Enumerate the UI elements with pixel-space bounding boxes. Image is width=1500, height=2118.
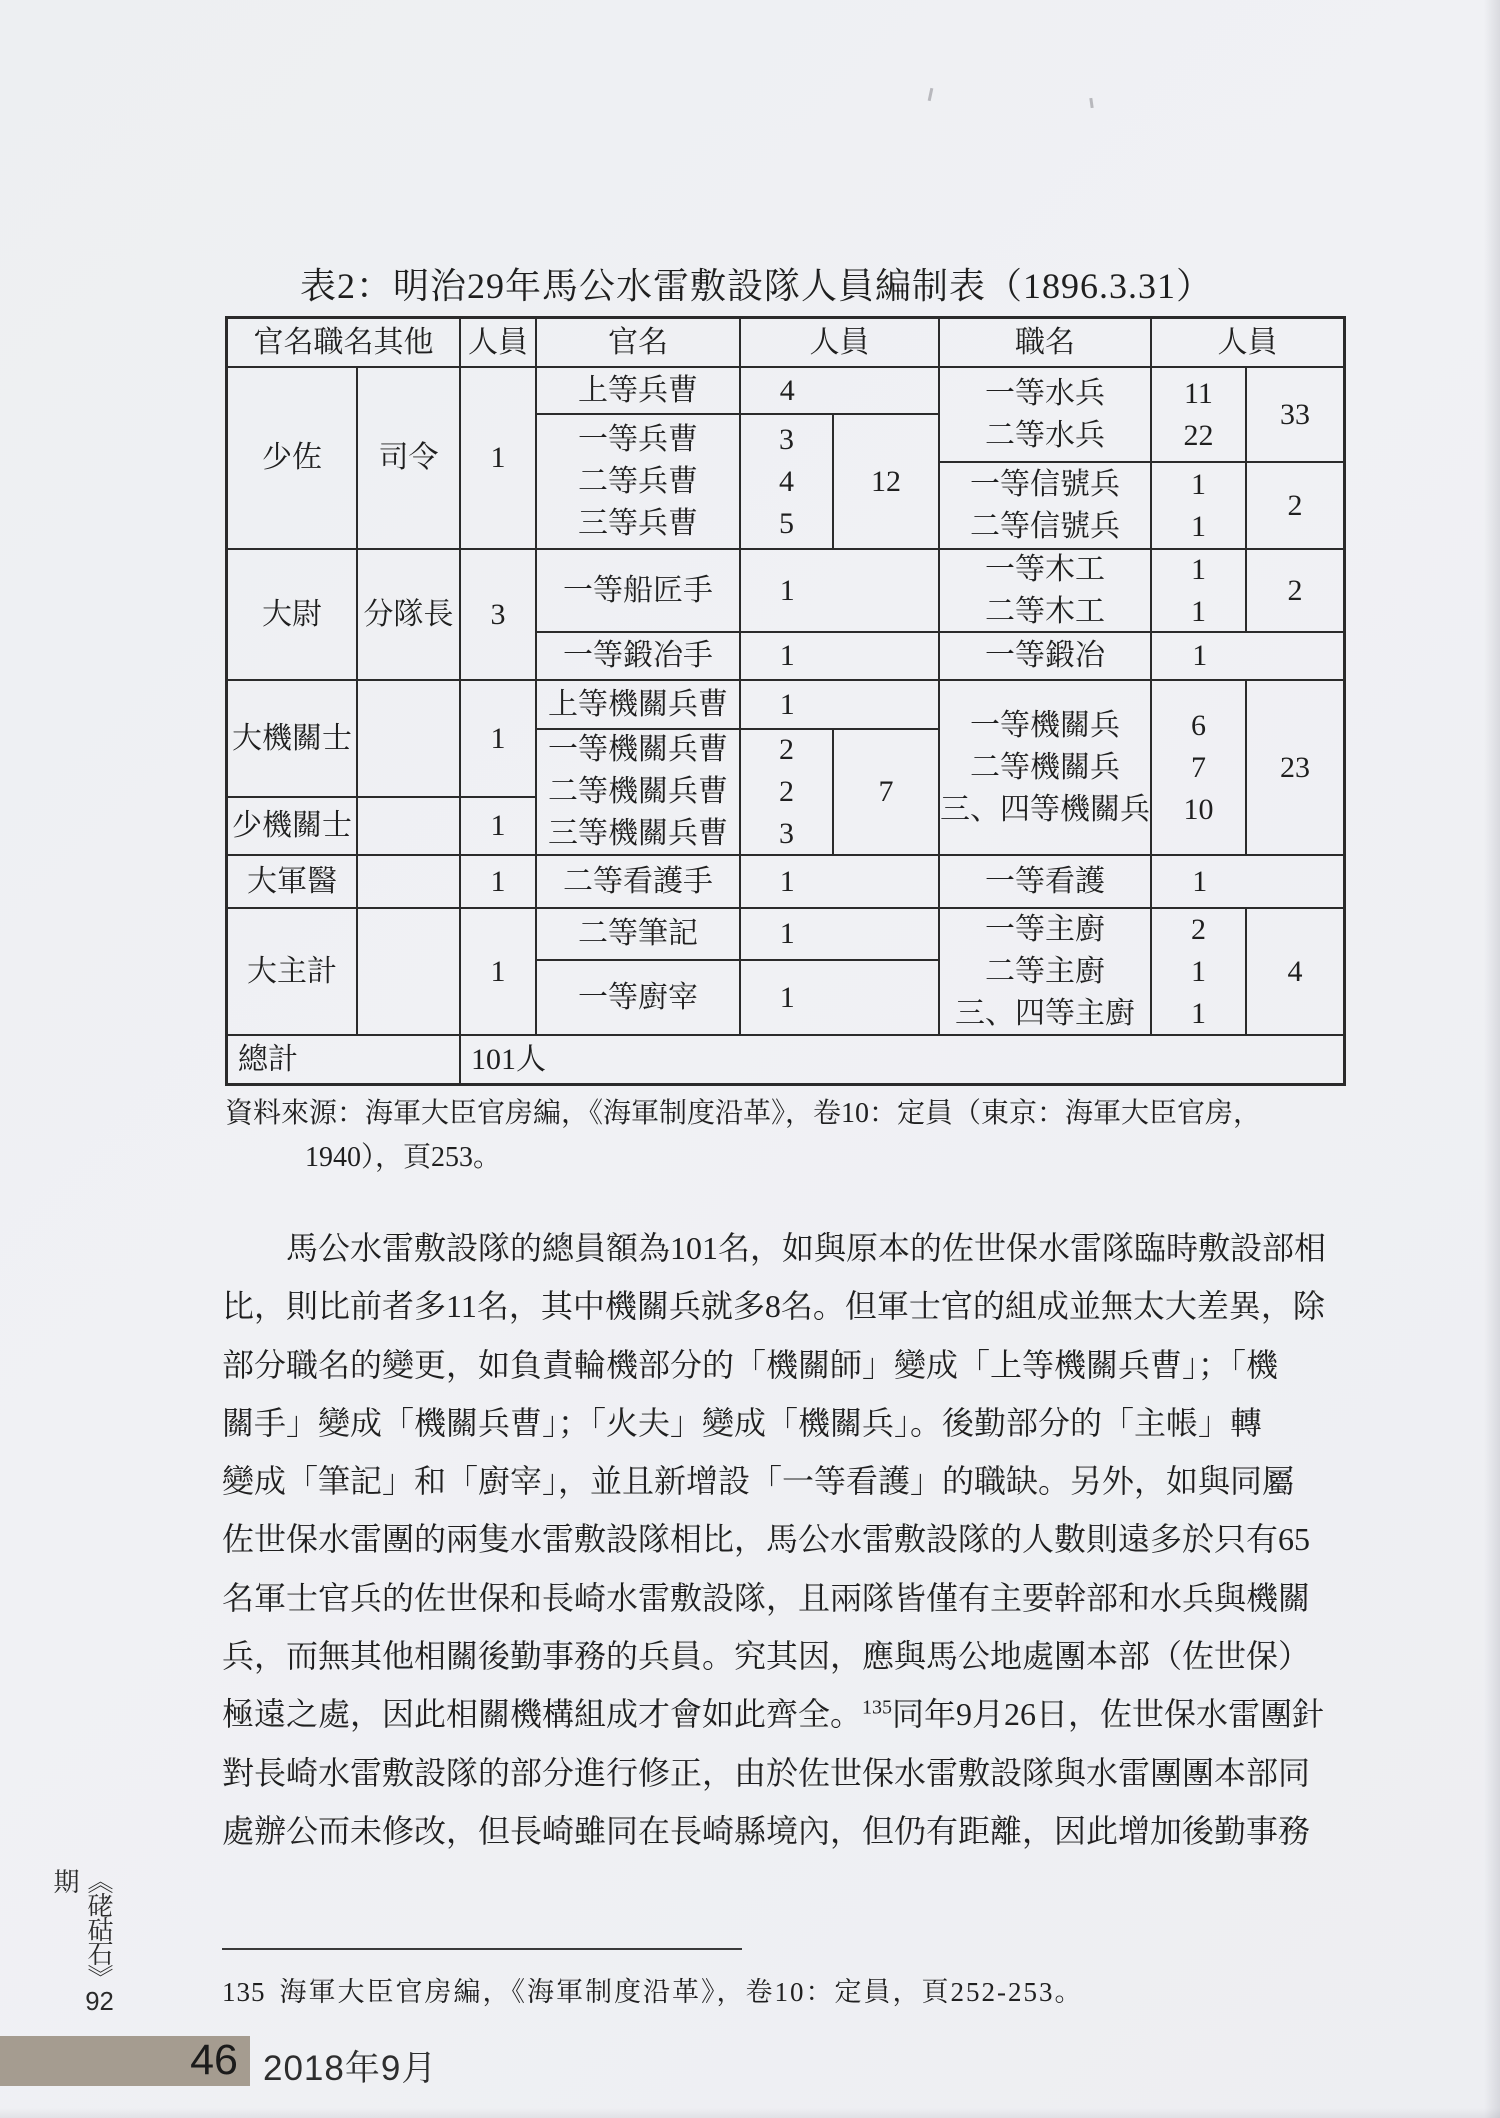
petty-count: 1 xyxy=(741,633,940,681)
personnel-table xyxy=(225,316,1346,1086)
petty-name: 二等看護手 xyxy=(537,856,741,909)
enlisted-count-group xyxy=(1152,463,1247,550)
petty-count-line: 3 xyxy=(779,817,794,850)
source-line: 1940），頁253。 xyxy=(305,1142,502,1173)
enlisted-name-group xyxy=(940,368,1152,463)
page-number: 46 xyxy=(190,2036,238,2084)
petty-count: 1 xyxy=(741,681,940,730)
officer-count: 3 xyxy=(461,550,537,681)
body-line: 部分職名的變更，如負責輪機部分的「機關師」變成「上等機關兵曹」；「機 xyxy=(222,1346,1279,1383)
petty-name-line: 二等兵曹 xyxy=(578,464,698,498)
enlisted-subtotal: 23 xyxy=(1247,681,1343,856)
enlisted-count-line: 1 xyxy=(1191,996,1206,1030)
header-personnel-1: 人員 xyxy=(461,319,537,368)
scan-crease-bottom xyxy=(0,2108,1500,2118)
petty-count-line: 3 xyxy=(779,422,794,456)
enlisted-count-line: 1 xyxy=(1191,552,1206,586)
footnote-text: 海軍大臣官房編，《海軍制度沿革》，卷10：定員，頁252-253。 xyxy=(279,1977,1084,2007)
enlisted-name-line: 一等信號兵 xyxy=(970,467,1120,501)
footnote-reference: 135 xyxy=(862,1696,893,1719)
journal-title-vertical: 《硓𥑮石》92期 xyxy=(50,1868,114,2014)
petty-name: 上等兵曹 xyxy=(537,368,741,415)
petty-name-line: 二等機關兵曹 xyxy=(548,775,728,808)
header-personnel-2: 人員 xyxy=(741,319,940,368)
enlisted-subtotal: 2 xyxy=(1247,550,1343,633)
officer-rank: 少佐 xyxy=(228,368,358,550)
officer-role xyxy=(358,856,461,909)
scan-artifact xyxy=(928,88,934,101)
enlisted-subtotal: 2 xyxy=(1247,463,1343,550)
officer-rank: 大機關士 xyxy=(228,681,358,798)
enlisted-name-line: 二等主廚 xyxy=(985,954,1105,988)
source-line: 資料來源：海軍大臣官房編，《海軍制度沿革》，卷10：定員（東京：海軍大臣官房， xyxy=(225,1098,1262,1129)
body-line: 比，則比前者多11名，其中機關兵就多8名。但軍士官的組成並無太大差異，除 xyxy=(222,1288,1325,1325)
table-source-note xyxy=(225,1092,1261,1180)
officer-rank: 少機關士 xyxy=(228,798,358,856)
header-role-name: 職名 xyxy=(940,319,1152,368)
header-rank-role-other: 官名職名其他 xyxy=(228,319,461,368)
enlisted-count-line: 11 xyxy=(1184,376,1213,410)
petty-name-line: 三等兵曹 xyxy=(578,506,698,540)
enlisted-name-group xyxy=(940,550,1152,633)
enlisted-count-line: 6 xyxy=(1191,708,1206,742)
enlisted-count: 1 xyxy=(1152,856,1343,909)
petty-count-line: 4 xyxy=(779,464,794,498)
enlisted-subtotal: 33 xyxy=(1247,368,1343,463)
body-line: 兵，而無其他相關後勤事務的兵員。究其因，應與馬公地處團本部（佐世保） xyxy=(222,1638,1311,1675)
officer-count: 1 xyxy=(461,681,537,798)
petty-count: 1 xyxy=(741,856,940,909)
enlisted-name-group xyxy=(940,463,1152,550)
officer-count: 1 xyxy=(461,798,537,856)
officer-role xyxy=(358,909,461,1036)
petty-name: 一等船匠手 xyxy=(537,550,741,633)
footnote xyxy=(222,1970,1084,2009)
officer-rank: 大主計 xyxy=(228,909,358,1036)
petty-count-group xyxy=(741,730,834,856)
petty-count: 1 xyxy=(741,961,940,1036)
scan-crease-right xyxy=(1484,0,1500,2118)
petty-count: 4 xyxy=(741,368,940,415)
enlisted-subtotal: 4 xyxy=(1247,909,1343,1036)
issue-date: 2018年9月 xyxy=(263,2049,438,2088)
petty-name: 二等筆記 xyxy=(537,909,741,961)
enlisted-name: 一等看護 xyxy=(940,856,1152,909)
total-label: 總計 xyxy=(228,1036,461,1083)
scan-artifact xyxy=(1089,98,1093,108)
body-paragraph xyxy=(222,1219,1372,1860)
enlisted-count-line: 7 xyxy=(1191,750,1206,784)
enlisted-name-line: 一等主廚 xyxy=(985,912,1105,946)
enlisted-count: 1 xyxy=(1152,633,1343,681)
body-line: 關手」變成「機關兵曹」；「火夫」變成「機關兵」。後勤部分的「主帳」轉 xyxy=(222,1404,1263,1441)
petty-name-line: 一等機關兵曹 xyxy=(548,733,728,766)
petty-name-line: 一等兵曹 xyxy=(578,422,698,456)
officer-role: 司令 xyxy=(358,368,461,550)
enlisted-name-line: 一等水兵 xyxy=(985,376,1105,410)
header-rank-name: 官名 xyxy=(537,319,741,368)
body-line: 名軍士官兵的佐世保和長崎水雷敷設隊，且兩隊皆僅有主要幹部和水兵與機關 xyxy=(222,1579,1311,1616)
body-line: 對長崎水雷敷設隊的部分進行修正，由於佐世保水雷敷設隊與水雷團團本部同 xyxy=(222,1754,1311,1791)
enlisted-name: 一等鍛冶 xyxy=(940,633,1152,681)
petty-count: 1 xyxy=(741,909,940,961)
officer-role: 分隊長 xyxy=(358,550,461,681)
petty-name-group xyxy=(537,415,741,550)
petty-name: 上等機關兵曹 xyxy=(537,681,741,730)
body-line: 處辦公而未修改，但長崎雖同在長崎縣境內，但仍有距離，因此增加後勤事務 xyxy=(222,1812,1311,1849)
petty-count-line: 5 xyxy=(779,506,794,540)
petty-name-line: 三等機關兵曹 xyxy=(548,817,728,850)
petty-subtotal: 7 xyxy=(834,730,940,856)
officer-count: 1 xyxy=(461,368,537,550)
enlisted-count-group xyxy=(1152,368,1247,463)
officer-role xyxy=(358,681,461,798)
enlisted-count-line: 10 xyxy=(1183,792,1214,826)
body-line: 極遠之處，因此相關機構組成才會如此齊全。$^{135}$同年9月26日，佐世保水雷團針 xyxy=(222,1696,1325,1733)
officer-count: 1 xyxy=(461,856,537,909)
journal-issue-number: 92 xyxy=(85,1988,114,2014)
enlisted-name-line: 一等機關兵 xyxy=(970,708,1120,742)
enlisted-name-group xyxy=(940,681,1152,856)
header-personnel-3: 人員 xyxy=(1152,319,1343,368)
petty-name: 一等廚宰 xyxy=(537,961,741,1036)
enlisted-name-line: 三、四等主廚 xyxy=(955,996,1135,1030)
enlisted-name-group xyxy=(940,909,1152,1036)
body-line: 馬公水雷敷設隊的總員額為101名，如與原本的佐世保水雷隊臨時敷設部相 xyxy=(286,1230,1327,1266)
officer-rank: 大軍醫 xyxy=(228,856,358,909)
petty-name-group xyxy=(537,730,741,856)
footnote-separator xyxy=(222,1948,742,1950)
petty-count-line: 2 xyxy=(779,733,794,766)
petty-count: 1 xyxy=(741,550,940,633)
enlisted-count-line: 2 xyxy=(1191,912,1206,946)
enlisted-count-line: 1 xyxy=(1191,954,1206,988)
enlisted-count-line: 22 xyxy=(1183,418,1214,452)
enlisted-name-line: 二等機關兵 xyxy=(970,750,1120,784)
enlisted-count-group xyxy=(1152,681,1247,856)
enlisted-count-line: 1 xyxy=(1191,467,1206,501)
body-line: 佐世保水雷團的兩隻水雷敷設隊相比，馬公水雷敷設隊的人數則遠多於只有65 xyxy=(222,1521,1311,1558)
officer-count: 1 xyxy=(461,909,537,1036)
body-line: 變成「筆記」和「廚宰」，並且新增設「一等看護」的職缺。另外，如與同屬 xyxy=(222,1463,1295,1500)
officer-rank: 大尉 xyxy=(228,550,358,681)
enlisted-name-line: 二等水兵 xyxy=(985,418,1105,452)
enlisted-name-line: 一等木工 xyxy=(985,552,1105,586)
petty-count-group xyxy=(741,415,834,550)
enlisted-count-group xyxy=(1152,909,1247,1036)
table-caption: 表2：明治29年馬公水雷敷設隊人員編制表（1896.3.31） xyxy=(300,266,1214,306)
enlisted-name-line: 二等木工 xyxy=(985,594,1105,628)
petty-subtotal: 12 xyxy=(834,415,940,550)
enlisted-count-group xyxy=(1152,550,1247,633)
enlisted-name-line: 二等信號兵 xyxy=(970,509,1120,543)
footnote-number: 135 xyxy=(222,1977,266,2007)
petty-count-line: 2 xyxy=(779,775,794,808)
enlisted-name-line: 三、四等機關兵 xyxy=(940,792,1150,826)
petty-name: 一等鍛冶手 xyxy=(537,633,741,681)
total-value: 101人 xyxy=(471,1042,546,1076)
enlisted-count-line: 1 xyxy=(1191,594,1206,628)
officer-role xyxy=(358,798,461,856)
enlisted-count-line: 1 xyxy=(1191,509,1206,543)
